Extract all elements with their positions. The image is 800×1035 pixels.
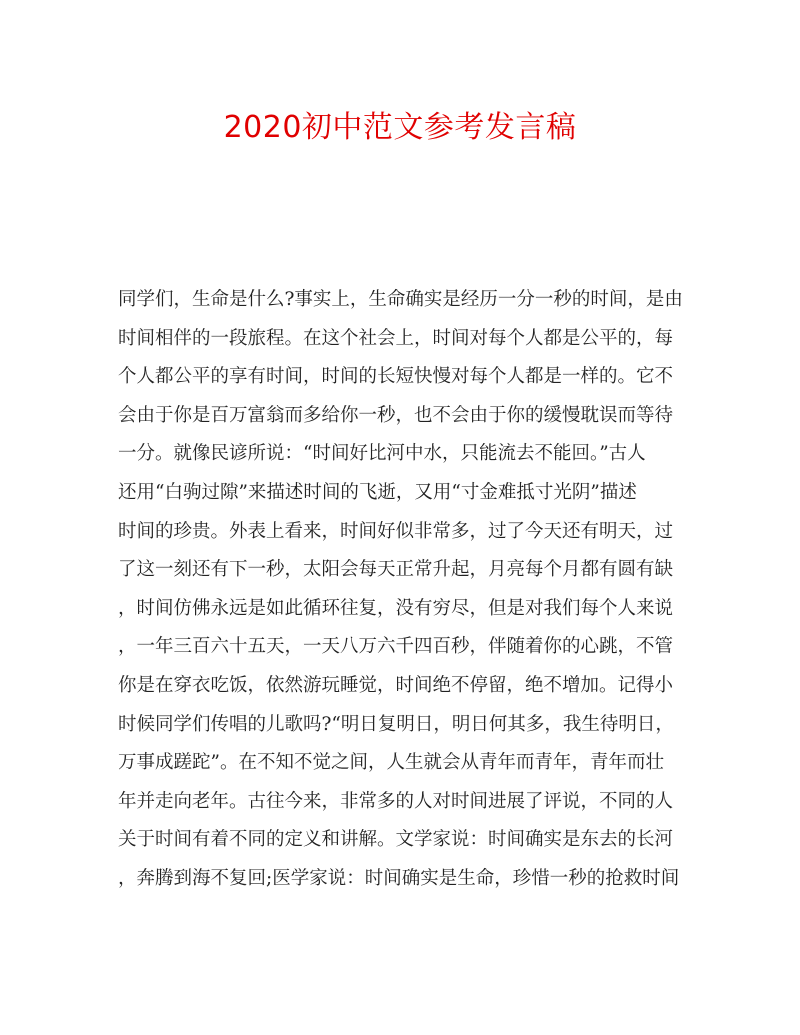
body-line: 还用“白驹过隙”来描述时间的飞逝，又用“寸金难抵寸光阴”描述 (118, 481, 637, 503)
body-line: 会由于你是百万富翁而多给你一秒，也不会由于你的缓慢耽误而等待 (118, 404, 674, 426)
body-line: 时间相伴的一段旅程。在这个社会上，时间对每个人都是公平的，每 (118, 327, 674, 349)
body-line: 你是在穿衣吃饭，依然游玩睡觉，时间绝不停留，绝不增加。记得小 (118, 674, 674, 696)
body-line: 万事成蹉跎”。在不知不觉之间，人生就会从青年而青年，青年而壮 (118, 752, 664, 774)
body-line: ，一年三百六十五天，一天八万六千四百秒，伴随着你的心跳，不管 (118, 636, 674, 658)
body-line: ，时间仿佛永远是如此循环往复，没有穷尽，但是对我们每个人来说 (118, 597, 674, 619)
body-line: 了这一刻还有下一秒，太阳会每天正常升起，月亮每个月都有圆有缺 (118, 559, 674, 581)
body-line: 年并走向老年。古往今来，非常多的人对时间进展了评说，不同的人 (118, 790, 674, 812)
body-line: 一分。就像民谚所说：“时间好比河中水，只能流去不能回。”古人 (118, 443, 646, 465)
body-line: 时间的珍贵。外表上看来，时间好似非常多，过了今天还有明天，过 (118, 520, 674, 542)
body-line: 个人都公平的享有时间，时间的长短快慢对每个人都是一样的。它不 (118, 366, 674, 388)
body-line: 时候同学们传唱的儿歌吗?“明日复明日，明日何其多，我生待明日， (118, 713, 674, 735)
body-line: ，奔腾到海不复回;医学家说：时间确实是生命，珍惜一秒的抢救时间 (118, 867, 680, 889)
body-line: 同学们，生命是什么?事实上，生命确实是经历一分一秒的时间，是由 (118, 289, 683, 310)
body-line: 关于时间有着不同的定义和讲解。文学家说：时间确实是东去的长河 (118, 829, 674, 851)
document-title: 2020初中范文参考发言稿 (223, 110, 577, 145)
document-body (118, 281, 698, 899)
